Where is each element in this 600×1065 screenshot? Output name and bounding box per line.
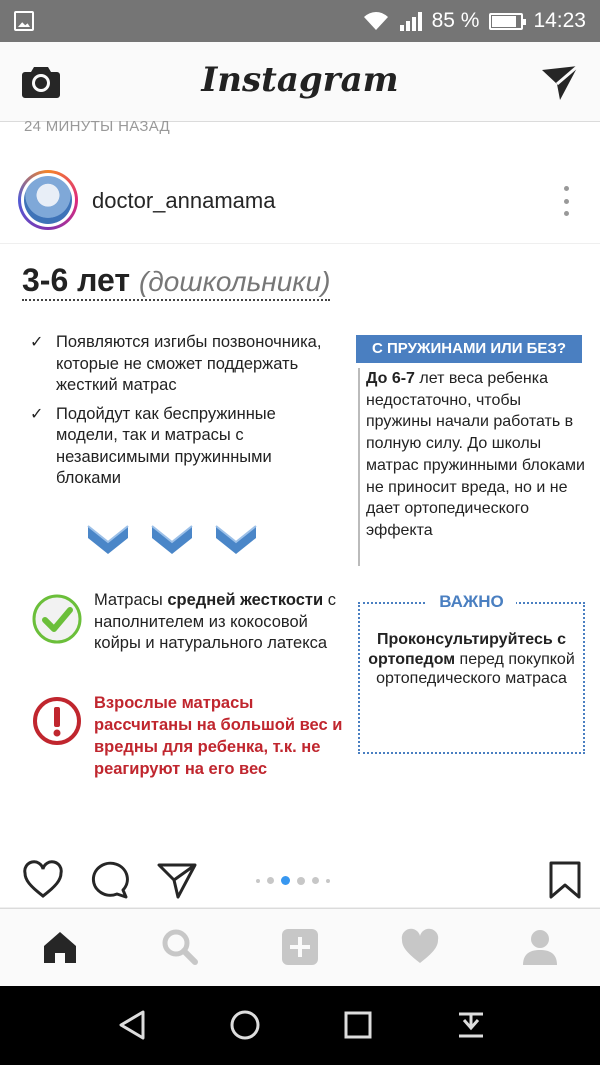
- important-bold: Проконсультируйтесь с ортопедом: [368, 631, 567, 668]
- battery-icon: [489, 13, 523, 30]
- chevron-down-icon: [214, 522, 258, 556]
- title-age: 3-6 лет: [22, 262, 131, 298]
- home-icon[interactable]: [40, 927, 80, 967]
- check-list: [30, 332, 330, 497]
- check-item: [30, 332, 330, 397]
- share-icon[interactable]: [156, 860, 198, 900]
- comment-icon[interactable]: [89, 860, 131, 900]
- checkmark-icon: ✓: [30, 334, 44, 351]
- battery-level: [492, 16, 516, 27]
- check-item-text: Появляются изгибы позвоночника, которые не сможет поддержать жесткий матрас: [56, 333, 322, 394]
- home-circle-icon[interactable]: [228, 1008, 262, 1042]
- recommendation-bold: средней жесткости: [167, 591, 324, 609]
- add-icon[interactable]: [280, 927, 320, 967]
- post-time-ago: 24 МИНУТЫ НАЗАД: [24, 118, 170, 135]
- checkmark-icon: ✓: [30, 405, 44, 423]
- infographic-title: [22, 262, 330, 301]
- recommendation-text: [94, 590, 344, 655]
- clock: 14:23: [533, 9, 586, 32]
- post-username[interactable]: doctor_annamama: [92, 188, 276, 213]
- avatar-image: [24, 176, 72, 224]
- springs-text-body: лет веса ребенка недостаточно, чтобы пружины начали работать в полную силу. До школы матрас пружинными блоками не приносит вреда, но и не дает ортопедического эффекта: [366, 370, 585, 539]
- app-header: [0, 42, 600, 122]
- carousel-dots: [256, 876, 330, 885]
- notifications-icon[interactable]: [454, 1008, 488, 1042]
- post-header: [0, 160, 600, 244]
- chevron-down-icon: [86, 522, 130, 556]
- system-nav-bar: [0, 986, 600, 1065]
- post-image[interactable]: [0, 244, 600, 844]
- app-logo: Instagram: [201, 60, 399, 100]
- direct-message-icon[interactable]: [540, 64, 580, 102]
- post-actions: [0, 850, 600, 908]
- more-options-icon[interactable]: [562, 186, 570, 216]
- recommendation-rest: с наполнителем из кокосовой койры и натурального латекса: [94, 591, 336, 652]
- signal-icon: [400, 11, 422, 31]
- wifi-icon: [362, 10, 390, 32]
- activity-icon[interactable]: [400, 927, 440, 967]
- chevron-down-icon: [150, 522, 194, 556]
- title-subtitle: (дошкольники): [138, 266, 331, 297]
- springs-text: [358, 368, 588, 566]
- springs-text-bold: До 6-7: [366, 370, 415, 387]
- important-box: [358, 592, 585, 754]
- check-item-text: Подойдут как беспружинные модели, так и матрасы с независимыми пружинными блоками: [56, 404, 276, 487]
- profile-icon[interactable]: [520, 927, 560, 967]
- recommendation-prefix: Матрасы: [94, 591, 168, 609]
- carousel-dot-active: [281, 876, 290, 885]
- bottom-nav: [0, 908, 600, 986]
- important-text: [368, 630, 575, 689]
- check-item: [30, 404, 330, 490]
- bookmark-icon[interactable]: [544, 860, 586, 900]
- important-title: ВАЖНО: [427, 592, 516, 611]
- gallery-notification-icon: [14, 11, 34, 31]
- back-icon[interactable]: [115, 1008, 149, 1042]
- heart-icon[interactable]: [22, 860, 64, 900]
- avatar[interactable]: [18, 170, 78, 230]
- recents-icon[interactable]: [341, 1008, 375, 1042]
- important-rest: перед покупкой ортопедического матраса: [376, 650, 575, 687]
- battery-percent: 85 %: [431, 9, 480, 32]
- check-circle-icon: [32, 594, 82, 644]
- warning-text: Взрослые матрасы рассчитаны на большой вес и вредны для ребенка, т.к. не реагируют на его вес: [94, 694, 343, 778]
- springs-header: С ПРУЖИНАМИ ИЛИ БЕЗ?: [356, 335, 582, 363]
- warning-icon: [32, 696, 82, 746]
- status-bar: [0, 0, 600, 42]
- down-arrows: [86, 522, 258, 556]
- search-icon[interactable]: [160, 927, 200, 967]
